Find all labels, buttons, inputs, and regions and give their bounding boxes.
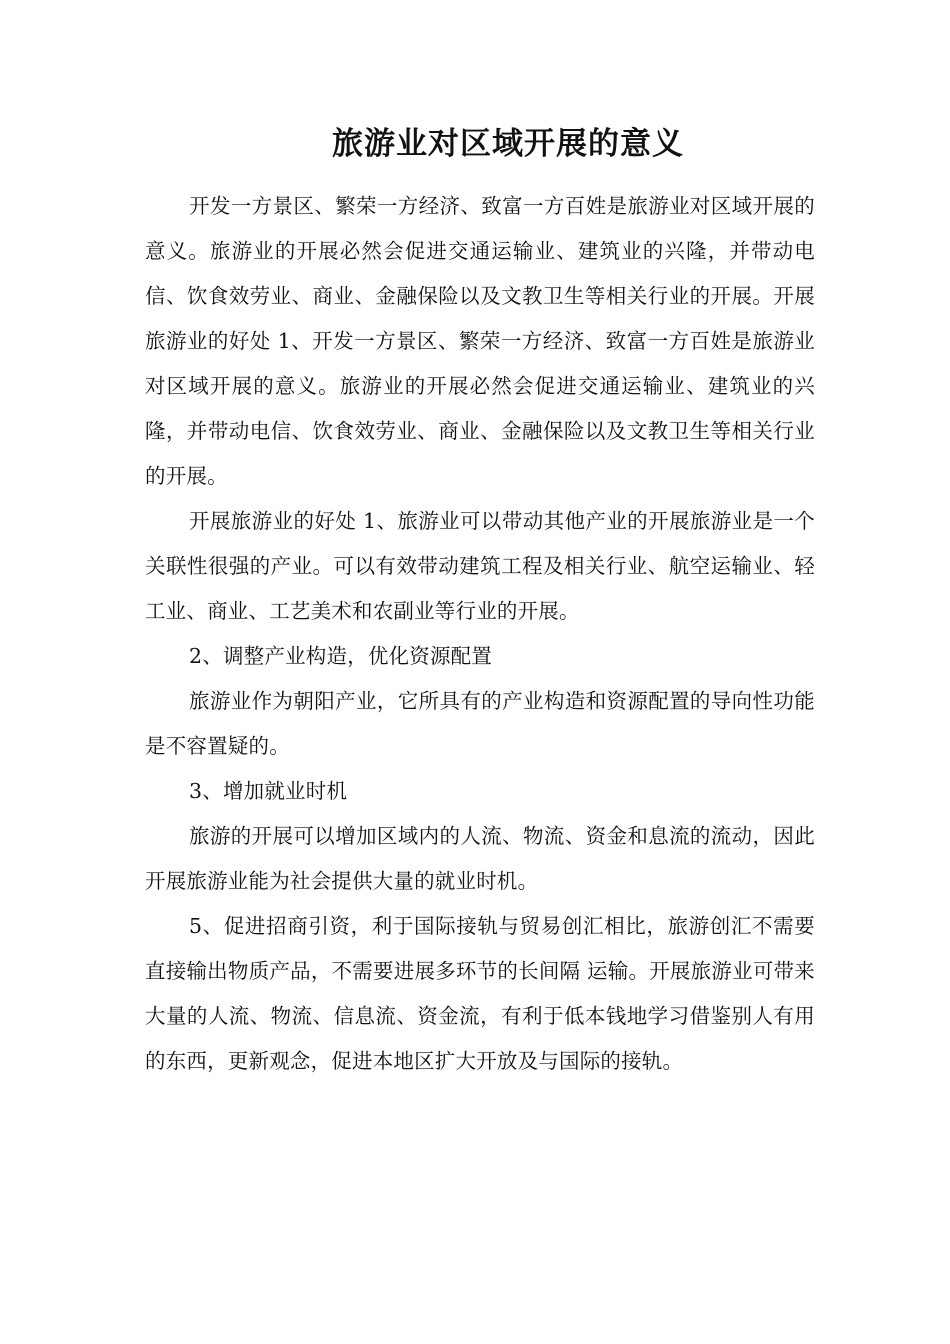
paragraph-benefit-1: 开展旅游业的好处 1、旅游业可以带动其他产业的开展旅游业是一个关联性很强的产业。可以有效带动建筑工程及相关行业、航空运输业、轻工业、商业、工艺美术和农副业等行业的开展。: [145, 509, 815, 623]
heading-benefit-3: 3、增加就业时机: [189, 779, 348, 803]
document-body: [145, 184, 815, 1084]
paragraph-benefit-5: 5、促进招商引资，利于国际接轨与贸易创汇相比，旅游创汇不需要直接输出物质产品，不需要进展多环节的长间隔 运输。开展旅游业可带来大量的人流、物流、信息流、资金流，有利于低本钱地学习借鉴别人有用的东西，更新观念，促进本地区扩大开放及与国际的接轨。: [145, 914, 815, 1073]
paragraph-benefit-2: 旅游业作为朝阳产业，它所具有的产业构造和资源配置的导向性功能是不容置疑的。: [145, 689, 815, 758]
paragraph-intro: 开发一方景区、繁荣一方经济、致富一方百姓是旅游业对区域开展的意义。旅游业的开展必然会促进交通运输业、建筑业的兴隆，并带动电信、饮食效劳业、商业、金融保险以及文教卫生等相关行业的开展。开展旅游业的好处 1、开发一方景区、繁荣一方经济、致富一方百姓是旅游业对区域开展的意义。旅游业的开展必然会促进交通运输业、建筑业的兴隆，并带动电信、饮食效劳业、商业、金融保险以及文教卫生等相关行业的开展。: [145, 194, 815, 488]
paragraph-benefit-3: 旅游的开展可以增加区域内的人流、物流、资金和息流的流动，因此开展旅游业能为社会提供大量的就业时机。: [145, 824, 815, 893]
document-title: 旅游业对区域开展的意义: [332, 126, 684, 162]
heading-benefit-2: 2、调整产业构造，优化资源配置: [189, 644, 493, 668]
